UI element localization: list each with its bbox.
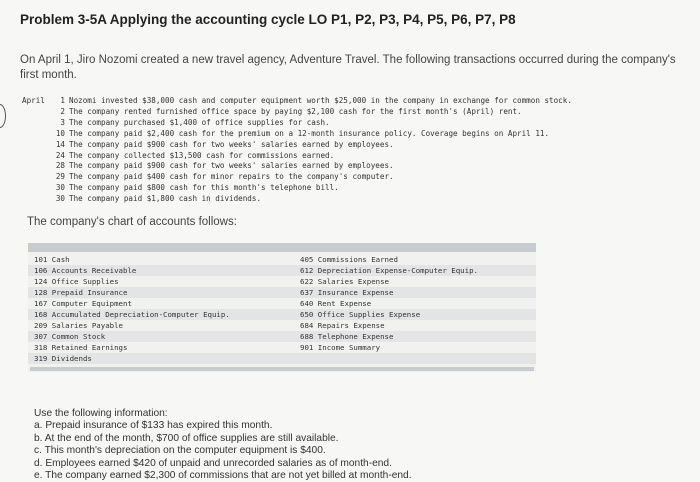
transaction-day: 30: [55, 194, 65, 204]
transaction-month: [22, 172, 52, 183]
account-item: 307 Common Stock: [34, 332, 106, 341]
account-item: 167 Computer Equipment: [34, 299, 132, 308]
accounts-left-column: [34, 254, 230, 364]
info-item: b. At the end of the month, $700 of office supplies are still available.: [34, 432, 339, 444]
transaction-month: [22, 107, 52, 118]
transactions-list: [22, 96, 572, 205]
account-item: 637 Insurance Expense: [300, 288, 394, 297]
info-item: e. The company earned $2,300 of commissions that are not yet billed at month-end.: [34, 470, 412, 482]
transaction-text: The company paid $800 cash for this month's telephone bill.: [69, 183, 339, 193]
account-item: 622 Salaries Expense: [300, 277, 389, 286]
transaction-month: [22, 183, 52, 194]
intro-text: On April 1, Jiro Nozomi created a new travel agency, Adventure Travel. The following transactions occurred during the company's first month.: [20, 54, 676, 81]
transaction-text: Nozomi invested $38,000 cash and computer equipment worth $25,000 in the company in exchange for common stock.: [69, 96, 572, 105]
transaction-row: [22, 161, 572, 172]
bracket-mark: [0, 104, 6, 128]
transaction-row: [22, 183, 572, 194]
account-item: 319 Dividends: [34, 354, 92, 363]
transaction-row: [22, 118, 572, 129]
transaction-day: 29: [55, 172, 65, 182]
transaction-text: The company paid $900 cash for two weeks' salaries earned by employees.: [69, 161, 394, 171]
transaction-day: 2: [60, 106, 65, 116]
transaction-day: 3: [60, 117, 65, 127]
use-info-label: Use the following information:: [34, 408, 168, 419]
transaction-text: The company paid $2,400 cash for the premium on a 12-month insurance policy. Coverage begins on April 11.: [69, 128, 550, 138]
transaction-text: The company purchased $1,400 of office supplies for cash.: [69, 117, 330, 127]
transaction-row: [22, 140, 572, 151]
info-item: d. Employees earned $420 of unpaid and unrecorded salaries as of month-end.: [34, 457, 392, 469]
accounts-right-column: [300, 254, 478, 353]
account-item: 101 Cash: [34, 255, 70, 264]
account-item: 106 Accounts Receivable: [34, 266, 137, 275]
transaction-row: [22, 151, 572, 162]
table-header-bar: [28, 243, 536, 252]
transaction-day: 30: [55, 183, 65, 193]
transaction-text: The company paid $1,800 cash in dividends.: [69, 194, 262, 204]
chart-of-accounts-label: The company's chart of accounts follows:: [27, 216, 237, 228]
transaction-text: The company rented furnished office space by paying $2,100 cash for the first month's (April) rent.: [69, 106, 522, 116]
account-item: 684 Repairs Expense: [300, 321, 385, 330]
transaction-day: 14: [55, 139, 65, 149]
transaction-row: [22, 172, 572, 183]
transaction-month: [22, 140, 52, 151]
account-item: 688 Telephone Expense: [300, 332, 394, 341]
transaction-text: The company paid $900 cash for two weeks' salaries earned by employees.: [69, 139, 394, 149]
info-item: a. Prepaid insurance of $133 has expired this month.: [34, 420, 273, 432]
transaction-day: 24: [55, 150, 65, 160]
transaction-row: [22, 194, 572, 205]
transaction-month: [22, 118, 52, 129]
problem-title: Problem 3-5A Applying the accounting cycle LO P1, P2, P3, P4, P5, P6, P7, P8: [20, 12, 516, 27]
account-item: 901 Income Summary: [300, 343, 381, 352]
transaction-month: [22, 161, 52, 172]
transaction-text: The company collected $13,500 cash for commissions earned.: [69, 150, 335, 160]
info-item: c. This month's depreciation on the computer equipment is $400.: [34, 445, 326, 457]
account-item: 128 Prepaid Insurance: [34, 288, 128, 297]
transaction-row: [22, 96, 572, 107]
transaction-day: 28: [55, 161, 65, 171]
account-item: 209 Salaries Payable: [34, 321, 123, 330]
account-item: 640 Rent Expense: [300, 299, 372, 308]
transaction-day: 1: [60, 96, 65, 105]
account-item: 124 Office Supplies: [34, 277, 119, 286]
transaction-month: [22, 194, 52, 205]
transaction-row: [22, 107, 572, 118]
transaction-day: 10: [55, 128, 65, 138]
table-footer-bar: [30, 367, 534, 371]
account-item: 650 Office Supplies Expense: [300, 310, 421, 319]
transaction-month: [22, 151, 52, 162]
transaction-month: April: [22, 96, 45, 105]
chart-of-accounts-table: [28, 243, 536, 372]
transaction-row: [22, 129, 572, 140]
transaction-month: [22, 129, 52, 140]
account-item: 168 Accumulated Depreciation-Computer Equip.: [34, 310, 230, 319]
account-item: 405 Commissions Earned: [300, 255, 398, 264]
account-item: 612 Depreciation Expense-Computer Equip.: [300, 266, 478, 275]
transaction-text: The company paid $400 cash for minor repairs to the company's computer.: [69, 172, 394, 182]
account-item: 318 Retained Earnings: [34, 343, 128, 352]
